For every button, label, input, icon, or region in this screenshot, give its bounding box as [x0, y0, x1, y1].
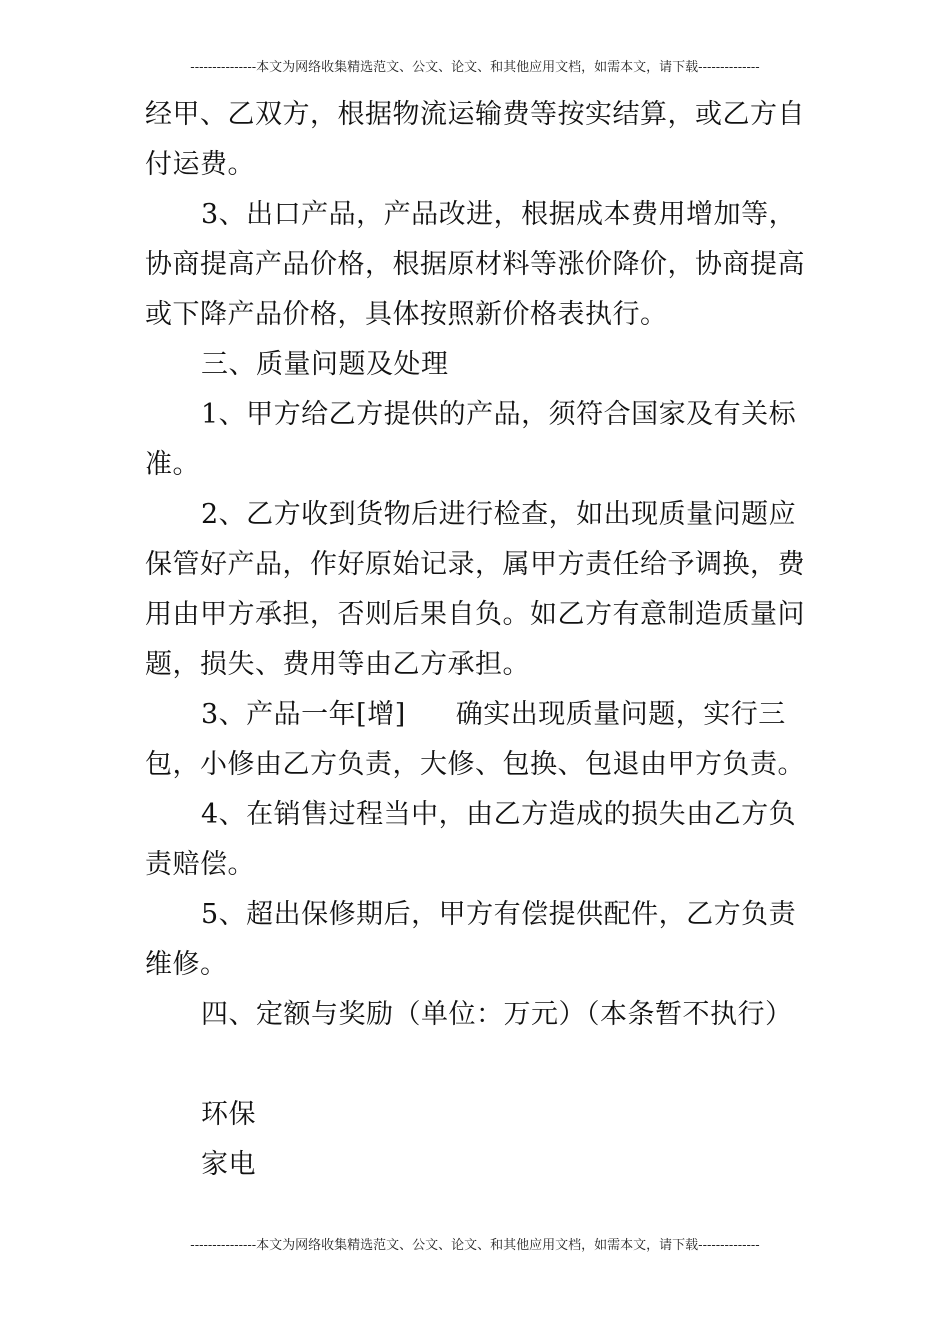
document-body [145, 90, 815, 1190]
warranty-rest: 确实出现质量问题，实行三包，小修由乙方负责，大修、包换、包退由甲方负责。 [145, 699, 805, 780]
paragraph-inspection: 2、乙方收到货物后进行检查，如出现质量问题应保管好产品，作好原始记录，属甲方责任给予调换，费用由甲方承担，否则后果自负。如乙方有意制造质量问题，损失、费用等由乙方承担。 [145, 499, 805, 680]
paragraph-quality-standard: 1、甲方给乙方提供的产品，须符合国家及有关标准。 [145, 399, 797, 480]
paragraph-sales-loss: 4、在销售过程当中，由乙方造成的损失由乙方负责赔偿。 [145, 799, 797, 880]
blank-line [145, 1040, 815, 1090]
warranty-lead: 3、产品一年[增] [201, 699, 406, 730]
paragraph-warranty [145, 690, 815, 790]
footer-banner: ---------------本文为网络收集精选范文、公文、论文、和其他应用文档，如需本文，请下载-------------- [190, 1238, 760, 1253]
header-banner: ---------------本文为网络收集精选范文、公文、论文、和其他应用文档，如需本文，请下载-------------- [190, 60, 760, 75]
list-item-environmental: 环保 [201, 1099, 256, 1130]
paragraph-freight: 经甲、乙双方，根据物流运输费等按实结算，或乙方自付运费。 [145, 99, 805, 180]
section-heading-quota: 四、定额与奖励（单位：万元）（本条暂不执行） [201, 999, 793, 1030]
list-item-appliance: 家电 [201, 1149, 256, 1180]
paragraph-export-pricing: 3、出口产品，产品改进，根据成本费用增加等，协商提高产品价格，根据原材料等涨价降价，协商提高或下降产品价格，具体按照新价格表执行。 [145, 199, 805, 330]
paragraph-after-warranty: 5、超出保修期后，甲方有偿提供配件，乙方负责维修。 [145, 899, 797, 980]
section-heading-quality: 三、质量问题及处理 [201, 349, 449, 380]
